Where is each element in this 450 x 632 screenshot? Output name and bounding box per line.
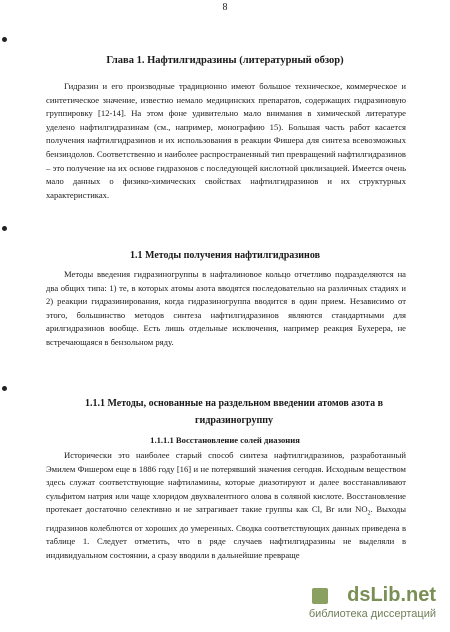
margin-dot [2,386,7,391]
paragraph-text: . Выходы гидразинов колеблются от хороших до умеренных. Сводка соответствующих данных приведена в таблице 1. Следует отметить, что в ряде случаев нафтилгидразины не выделяли в индивидуальном состоянии, а сразу вводили в дальнейшие превраще [46,504,406,560]
section-heading-1-1: 1.1 Методы получения нафтилгидразинов [130,250,320,261]
watermark-subtitle: библиотека диссертаций [308,608,436,620]
page-number: 8 [222,2,228,13]
margin-dot [2,226,7,231]
paragraph-intro: Гидразин и его производные традиционно имеют большое техническое, коммерческое и синтетическое значение, известно немало медицинских препаратов, содержащих гидразиновую группировку [12-14]. На этом фоне удивительно мало внимания в химической литературе уделено нафтилгидразинам (см., например, монографию 15). Большая часть работ касается получения нафтилгидразинов и их использования в реакции Фишера для синтеза всевозможных бензиндолов. Соответственно и наиболее распространенный тип превращений нафтилгидразинов – это получение на их основе гидразонов с последующей кислотной циклизацией. Имеется очень мало данных о физико-химических свойствах нафтилгидразинов и их структурных характеристиках. [46,81,406,200]
chapter-title: Глава 1. Нафтилгидразины (литературный обзор) [106,55,344,66]
book-icon [312,588,328,604]
watermark [240,584,440,624]
watermark-logo: dsLib.net [347,584,436,606]
section-heading-1-1-1-1: 1.1.1.1 Восстановление солей диазония [150,435,300,445]
margin-dot [2,37,7,42]
paragraph-methods: Методы введения гидразиногруппы в нафталиновое кольцо отчетливо подразделяются на два общих типа: 1) те, в которых атомы азота вводятся последовательно на различных стадиях и 2) реакции гидразинирования, когда гидразиногруппа вводится в один прием. Независимо от этого, большинство методов синтеза нафтилгидразинов являются стандартными для арилгидразинов вообще. Есть лишь отдельные исключения, например реакция Бухерера, не встречающаяся в бензольном ряду. [46,269,406,347]
subscript-2: 2 [367,511,371,518]
paragraph-text: Исторически это наиболее старый способ синтеза нафтилгидразинов, разработанный Эмилем Фишером еще в 1886 году [16] и не потерявший значения сегодня. Исходным веществом здесь служат соответствующие нафтиламины, которые диазотируют и далее восстанавливают сульфитом натрия или чаще хлоридом двухвалентного олова в соляной кислоте. Восстановление протекает достаточно селективно и не затрагивает такие группы как Cl, Br или NO [46,450,406,515]
paragraph-diazonium [46,449,406,587]
section-heading-1-1-1: 1.1.1 Методы, основанные на раздельном введении атомов азота в гидразиногруппу [85,398,383,426]
